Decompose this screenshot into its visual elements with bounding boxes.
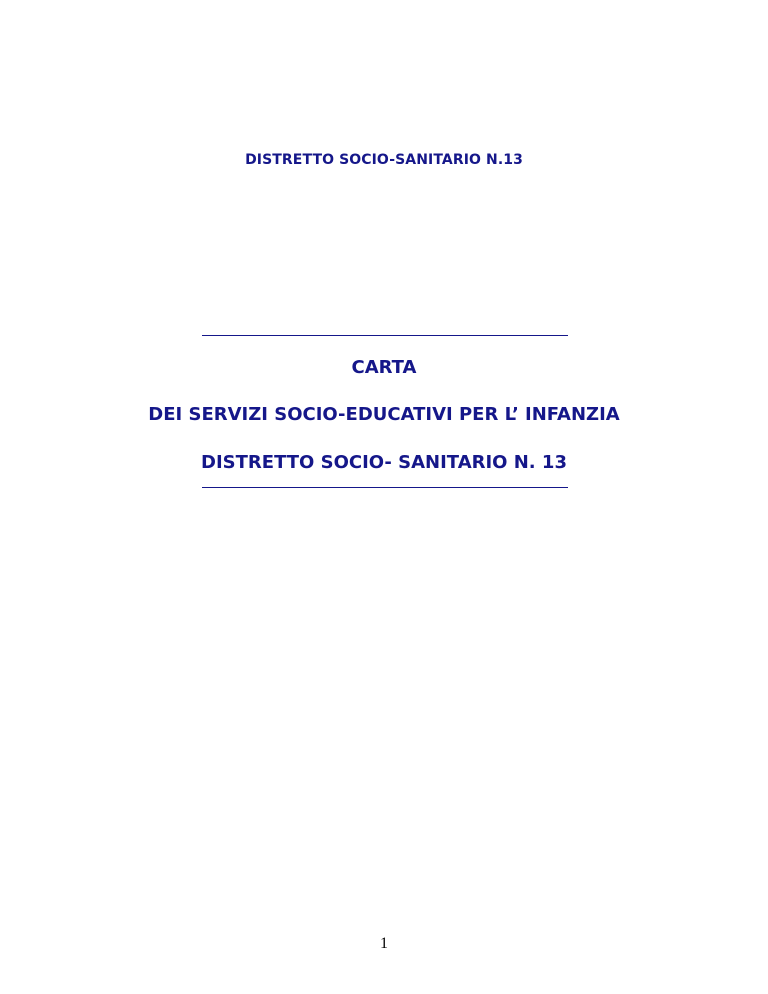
cover-title-line-1: CARTA — [351, 357, 417, 378]
cover-title-line-2: DEI SERVIZI SOCIO-EDUCATIVI PER L’ INFANZIA — [148, 404, 620, 425]
cover-title-line-3: DISTRETTO SOCIO- SANITARIO N. 13 — [201, 452, 567, 473]
district-header-title: DISTRETTO SOCIO-SANITARIO N.13 — [245, 152, 523, 168]
title-top-rule — [202, 335, 568, 336]
title-bottom-rule — [202, 487, 568, 488]
page-number: 1 — [380, 935, 388, 952]
